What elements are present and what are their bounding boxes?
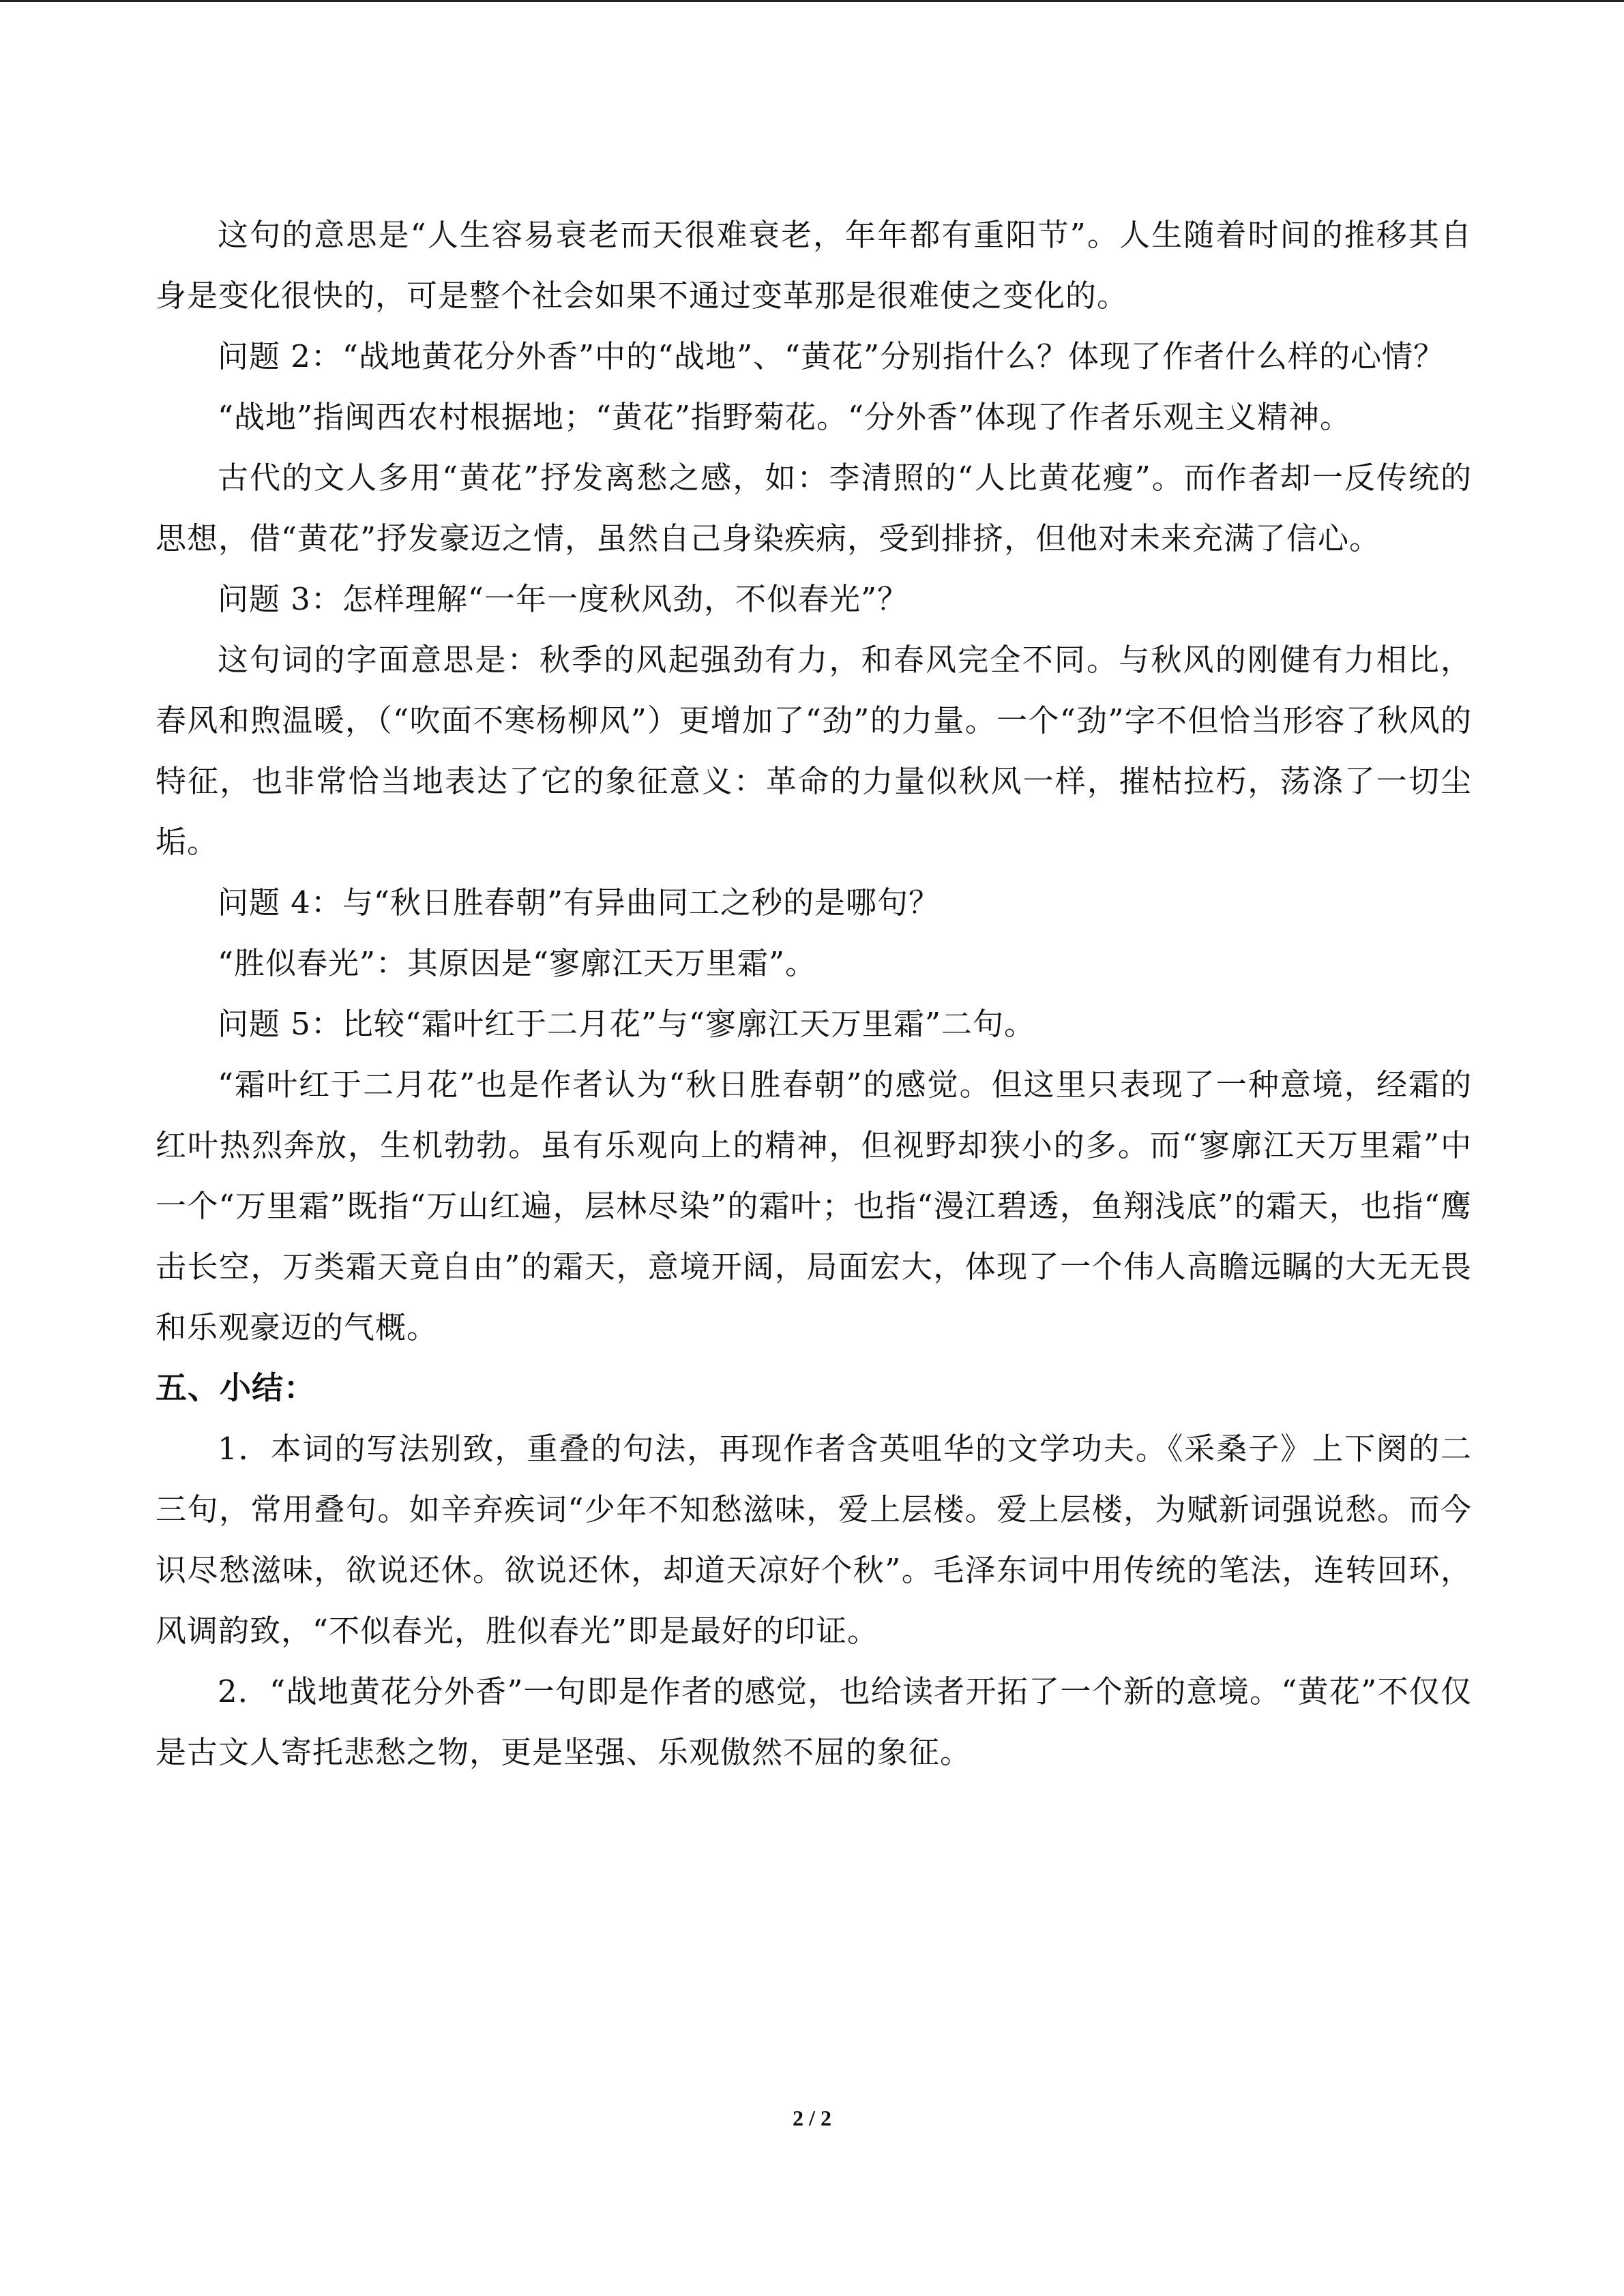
answer-4: “胜似春光”：其原因是“寥廓江天万里霜”。 (218, 945, 817, 981)
answer-2-elaboration: 古代的文人多用“黄花”抒发离愁之感，如：李清照的“人比黄花瘦”。而作者却一反传统的思想，借“黄花”抒发豪迈之情，虽然自己身染疾病，受到排挤，但他对未来充满了信心。 (156, 460, 1472, 556)
document-body (156, 205, 1472, 1783)
paragraph-explanation-sentence: 这句的意思是“人生容易衰老而天很难衰老，年年都有重阳节”。人生随着时间的推移其自身是变化很快的，可是整个社会如果不通过变革那是很难使之变化的。 (156, 217, 1472, 314)
answer-2: “战地”指闽西农村根据地；“黄花”指野菊花。“分外香”体现了作者乐观主义精神。 (218, 399, 1352, 435)
summary-point-1: 1．本词的写法别致，重叠的句法，再现作者含英咀华的文学功夫。《采桑子》上下阕的二三句，常用叠句。如辛弃疾词“少年不知愁滋味，爱上层楼。爱上层楼，为赋新词强说愁。而今识尽愁滋味，欲说还休。欲说还休，却道天凉好个秋”。毛泽东词中用传统的笔法，连转回环，风调韵致，“不似春光，胜似春光”即是最好的印证。 (156, 1431, 1472, 1649)
page-top-border (0, 0, 1624, 2)
summary-heading: 五、小结： (156, 1369, 316, 1406)
question-5: 问题 5：比较“霜叶红于二月花”与“寥廓江天万里霜”二句。 (218, 1006, 1035, 1042)
question-4: 问题 4：与“秋日胜春朝”有异曲同工之秒的是哪句？ (218, 884, 940, 921)
answer-5: “霜叶红于二月花”也是作者认为“秋日胜春朝”的感觉。但这里只表现了一种意境，经霜的红叶热烈奔放，生机勃勃。虽有乐观向上的精神，但视野却狭小的多。而“寥廓江天万里霜”中一个“万里霜”既指“万山红遍，层林尽染”的霜叶；也指“漫江碧透，鱼翔浅底”的霜天，也指“鹰击长空，万类霜天竟自由”的霜天，意境开阔，局面宏大，体现了一个伟人高瞻远瞩的大无无畏和乐观豪迈的气概。 (156, 1067, 1472, 1345)
question-2: 问题 2：“战地黄花分外香”中的“战地”、“黄花”分别指什么？体现了作者什么样的心情？ (218, 338, 1445, 374)
question-3: 问题 3：怎样理解“一年一度秋风劲，不似春光”？ (218, 581, 909, 617)
summary-point-2: 2．“战地黄花分外香”一句即是作者的感觉，也给读者开拓了一个新的意境。“黄花”不仅仅是古文人寄托悲愁之物，更是坚强、乐观傲然不屈的象征。 (156, 1673, 1472, 1770)
page-number: 2 / 2 (793, 2106, 831, 2130)
answer-3: 这句词的字面意思是：秋季的风起强劲有力，和春风完全不同。与秋风的刚健有力相比，春风和煦温暖，（“吹面不寒杨柳风”）更增加了“劲”的力量。一个“劲”字不但恰当形容了秋风的特征，也非常恰当地表达了它的象征意义：革命的力量似秋风一样，摧枯拉朽，荡涤了一切尘垢。 (156, 642, 1472, 860)
